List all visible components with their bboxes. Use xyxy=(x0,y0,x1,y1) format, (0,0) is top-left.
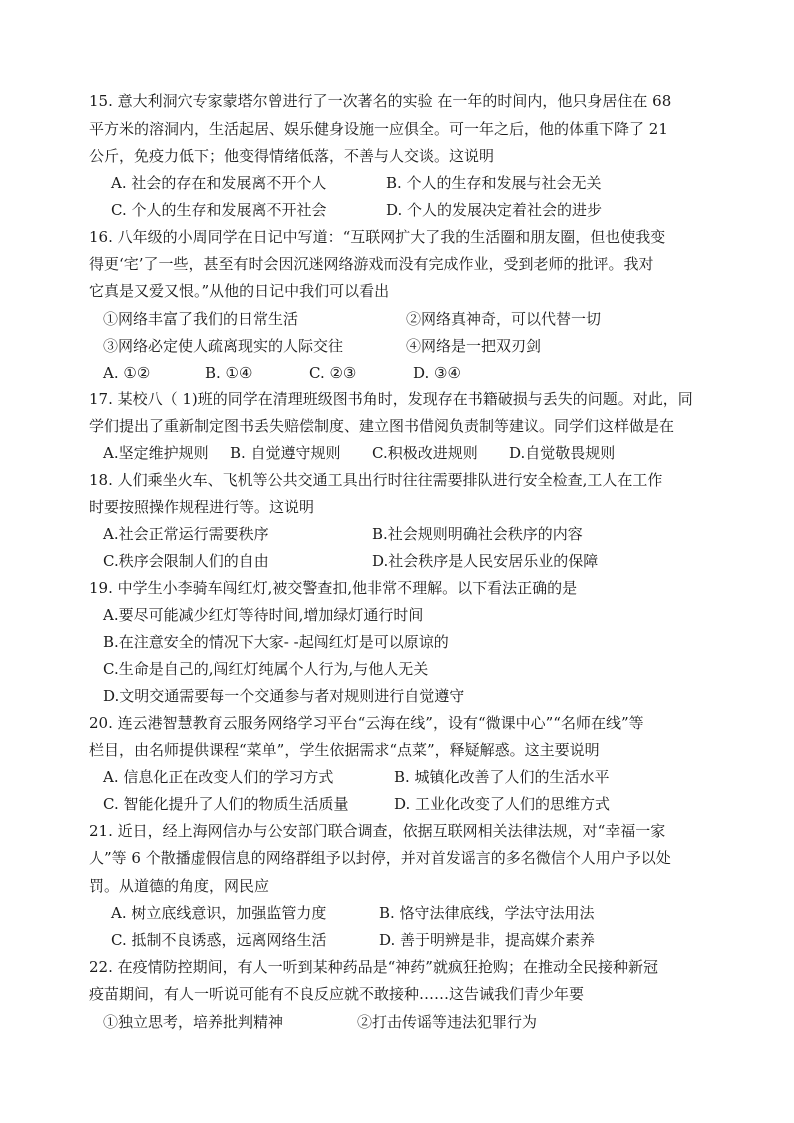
statement-2: ②打击传谣等违法犯罪行为 xyxy=(357,1013,538,1031)
option-b: B.在注意安全的情况下大家- -起闯红灯是可以原谅的 xyxy=(103,633,449,651)
option-c: C. 智能化提升了人们的物质生活质量 xyxy=(103,795,349,813)
option-a: A. ①② xyxy=(103,364,151,382)
option-c: C.秩序会限制人们的自由 xyxy=(103,552,269,570)
question-stem-line: 栏目，由名师提供课程“菜单”，学生依据需求“点菜”，释疑解惑。这主要说明 xyxy=(89,741,600,759)
question-stem-line: 22. 在疫情防控期间，有人一听到某种药品是“神药”就疯狂抢购；在推动全民接种新冠 xyxy=(89,958,658,976)
option-b: B. 城镇化改善了人们的生活水平 xyxy=(394,768,610,786)
option-a: A.社会正常运行需要秩序 xyxy=(103,525,269,543)
question-stem-line: 罚。从道德的角度，网民应 xyxy=(89,877,270,895)
question-stem-line: 平方米的溶洞内，生活起居、娱乐健身设施一应俱全。可一年之后，他的体重下降了 21 xyxy=(89,120,668,138)
question-stem-line: 20. 连云港智慧教育云服务网络学习平台“云海在线”，设有“微课中心”“名师在线”等 xyxy=(89,714,644,732)
option-d: D. 个人的发展决定着社会的进步 xyxy=(386,201,603,219)
option-d: D. 工业化改变了人们的思维方式 xyxy=(394,795,611,813)
option-b: B. 个人的生存和发展与社会无关 xyxy=(386,174,602,192)
option-c: C.积极改进规则 xyxy=(372,444,478,462)
question-stem-line: 学们提出了重新制定图书丢失赔偿制度、建立图书借阅负责制等建议。同学们这样做是在 xyxy=(89,417,675,435)
option-d: D.文明交通需要每一个交通参与者对规则进行自觉遵守 xyxy=(103,687,465,705)
option-a: A.坚定维护规则 xyxy=(103,444,209,462)
option-c: C. 抵制不良诱惑，远离网络生活 xyxy=(111,931,327,949)
option-b: B. ①④ xyxy=(205,364,253,382)
question-stem-line: 18. 人们乘坐火车、飞机等公共交通工具出行时往往需要排队进行安全检查,工人在工作 xyxy=(89,471,663,489)
question-stem-line: 16. 八年级的小周同学在日记中写道：“互联网扩大了我的生活圈和朋友圈，但也使我变 xyxy=(89,228,666,246)
question-stem-line: 公斤，免疫力低下；他变得情绪低落，不善与人交谈。这说明 xyxy=(89,147,495,165)
question-stem-line: 人”等 6 个散播虚假信息的网络群组予以封停，并对首发谣言的多名微信个人用户予以处 xyxy=(89,849,671,867)
option-b: B. 恪守法律底线，学法守法用法 xyxy=(379,904,595,922)
option-c: C. 个人的生存和发展离不开社会 xyxy=(111,201,327,219)
option-d: D. 善于明辨是非，提高媒介素养 xyxy=(379,931,596,949)
option-b: B.社会规则明确社会秩序的内容 xyxy=(372,525,583,543)
option-a: A. 树立底线意识，加强监管力度 xyxy=(111,904,327,922)
option-a: A. 信息化正在改变人们的学习方式 xyxy=(103,768,334,786)
question-stem-line: 21. 近日，经上海网信办与公安部门联合调查，依据互联网相关法律法规，对“幸福一家 xyxy=(89,822,666,840)
question-stem-line: 时要按照操作规程进行等。这说明 xyxy=(89,498,315,516)
statement-1: ①独立思考，培养批判精神 xyxy=(103,1013,284,1031)
question-stem-line: 疫苗期间，有人一听说可能有不良反应就不敢接种……这告诫我们青少年要 xyxy=(89,985,585,1003)
statement-4: ④网络是一把双刃剑 xyxy=(406,337,542,355)
statement-3: ③网络必定使人疏离现实的人际交往 xyxy=(103,337,344,355)
option-b: B. 自觉遵守规则 xyxy=(230,444,341,462)
question-stem-line: 17. 某校八（ 1)班的同学在清理班级图书角时，发现存在书籍破损与丢失的问题。对此，同 xyxy=(89,390,693,408)
option-c: C. ②③ xyxy=(309,364,357,382)
option-c: C.生命是自己的,闯红灯纯属个人行为,与他人无关 xyxy=(103,660,429,678)
question-stem-line: 得更‘宅’了一些，甚至有时会因沉迷网络游戏而没有完成作业，受到老师的批评。我对 xyxy=(89,255,654,273)
option-a: A.要尽可能减少红灯等待时间,增加绿灯通行时间 xyxy=(103,606,424,624)
statement-2: ②网络真神奇，可以代替一切 xyxy=(406,310,602,328)
option-d: D.自觉敬畏规则 xyxy=(509,444,616,462)
question-stem-line: 19. 中学生小李骑车闯红灯,被交警查扣,他非常不理解。以下看法正确的是 xyxy=(89,579,578,597)
statement-1: ①网络丰富了我们的日常生活 xyxy=(103,310,299,328)
option-d: D.社会秩序是人民安居乐业的保障 xyxy=(372,552,599,570)
option-a: A. 社会的存在和发展离不开个人 xyxy=(111,174,327,192)
option-d: D. ③④ xyxy=(413,364,461,382)
question-stem-line: 15. 意大利洞穴专家蒙塔尔曾进行了一次著名的实验 在一年的时间内，他只身居住在 68 xyxy=(89,92,672,110)
question-stem-line: 它真是又爱又恨。”从他的日记中我们可以看出 xyxy=(89,282,390,300)
